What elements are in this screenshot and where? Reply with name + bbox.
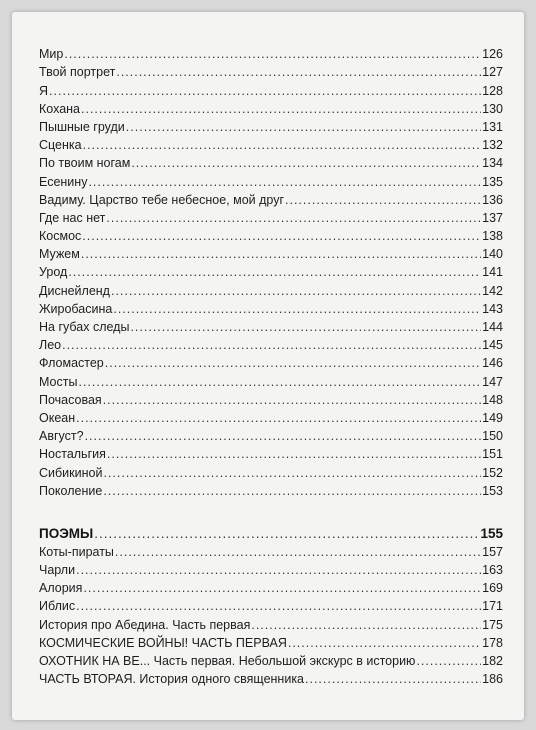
toc-entry xyxy=(39,425,503,443)
dot-leader xyxy=(103,484,481,498)
toc-entry xyxy=(39,668,503,686)
toc-entry xyxy=(39,577,503,595)
toc-entry-title: Пышные груди xyxy=(39,119,125,134)
toc-entry-page: 178 xyxy=(482,635,503,650)
toc-entry xyxy=(39,279,503,297)
dot-leader xyxy=(81,102,481,116)
dot-leader xyxy=(107,447,481,461)
section-page: 155 xyxy=(480,525,503,541)
toc-entry-page: 132 xyxy=(482,138,503,153)
dot-leader xyxy=(81,247,481,261)
toc-entry xyxy=(39,207,503,225)
dot-leader xyxy=(76,599,481,613)
toc-entry-page: 144 xyxy=(482,320,503,334)
dot-leader xyxy=(103,466,481,480)
section-title: ПОЭМЫ xyxy=(39,525,94,541)
toc-entry-title: Август? xyxy=(39,429,84,444)
toc-entry-title: Лео xyxy=(39,338,62,353)
toc-entry xyxy=(39,650,503,668)
dot-leader xyxy=(76,411,481,425)
toc-entry-title: ОХОТНИК НА ВЕ... Часть первая. Небольшой экскурс в историю xyxy=(39,654,416,668)
toc-entry-page: 134 xyxy=(482,156,503,171)
dot-leader xyxy=(111,284,481,298)
table-of-contents xyxy=(39,43,503,686)
dot-leader xyxy=(68,265,481,279)
toc-entry xyxy=(39,134,503,152)
toc-entry xyxy=(39,559,503,577)
toc-entry-page: 135 xyxy=(482,174,503,189)
toc-entry-title: Вадиму. Царство тебе небесное, мой друг xyxy=(39,192,285,207)
toc-entry-title: Жиробасина xyxy=(39,301,113,316)
toc-entry-page: 130 xyxy=(482,101,503,116)
toc-entry-title: Диснейленд xyxy=(39,283,110,298)
dot-leader xyxy=(76,563,481,577)
dot-leader xyxy=(94,526,479,541)
toc-entry xyxy=(39,461,503,479)
toc-entry-title: Чарли xyxy=(39,563,76,578)
toc-entry-page: 146 xyxy=(482,356,503,371)
toc-entry-title: Мосты xyxy=(39,374,78,389)
toc-entry-title: КОСМИЧЕСКИЕ ВОЙНЫ! ЧАСТЬ ПЕРВАЯ xyxy=(39,635,287,650)
toc-entry xyxy=(39,334,503,352)
toc-entry-page: 182 xyxy=(482,654,503,668)
dot-leader xyxy=(83,138,482,152)
toc-entry-page: 138 xyxy=(482,229,503,244)
toc-entry-title: История про Абедина. Часть первая xyxy=(39,617,251,632)
toc-entry-title: Алория xyxy=(39,581,83,596)
dot-leader xyxy=(82,229,481,243)
dot-leader xyxy=(49,84,481,98)
toc-entry xyxy=(39,632,503,650)
toc-entry-title: Есенину xyxy=(39,174,88,189)
toc-entry-page: 163 xyxy=(482,563,503,578)
toc-entry xyxy=(39,152,503,170)
toc-entry xyxy=(39,613,503,631)
toc-entry-title: Коты-пираты xyxy=(39,544,114,559)
dot-leader xyxy=(288,636,481,650)
toc-entry-title: Сибикиной xyxy=(39,465,103,480)
dot-leader xyxy=(106,211,481,225)
dot-leader xyxy=(416,654,481,668)
toc-entry-page: 147 xyxy=(482,374,503,389)
toc-entry-title: На губах следы xyxy=(39,320,130,334)
toc-entry-title: Мир xyxy=(39,47,64,62)
toc-entry xyxy=(39,79,503,97)
toc-entry xyxy=(39,98,503,116)
toc-entry-title: Сценка xyxy=(39,138,82,153)
toc-entry xyxy=(39,352,503,370)
toc-entry xyxy=(39,541,503,559)
toc-entry-title: Мужем xyxy=(39,247,80,262)
toc-entry-page: 127 xyxy=(482,65,503,80)
toc-entry-page: 131 xyxy=(482,119,503,134)
toc-entry xyxy=(39,595,503,613)
toc-entry-title: Поколение xyxy=(39,483,103,498)
dot-leader xyxy=(105,356,481,370)
toc-entry xyxy=(39,243,503,261)
toc-entry-page: 171 xyxy=(482,599,503,614)
dot-leader xyxy=(130,320,481,334)
toc-entry-title: Океан xyxy=(39,410,76,425)
dot-leader xyxy=(85,429,482,443)
toc-entry-page: 137 xyxy=(482,210,503,225)
toc-entry xyxy=(39,298,503,316)
book-page xyxy=(12,12,524,720)
toc-entry xyxy=(39,370,503,388)
toc-entry xyxy=(39,443,503,461)
toc-entry-page: 149 xyxy=(482,410,503,425)
dot-leader xyxy=(126,120,481,134)
toc-entry-page: 148 xyxy=(482,392,503,407)
toc-entry-page: 143 xyxy=(482,301,503,316)
dot-leader xyxy=(83,581,481,595)
toc-entry-title: Иблис xyxy=(39,599,76,614)
toc-entry-page: 150 xyxy=(482,429,503,444)
toc-entry xyxy=(39,43,503,61)
toc-entry-page: 169 xyxy=(482,581,503,596)
toc-entry-page: 140 xyxy=(482,247,503,262)
toc-entry-title: Ностальгия xyxy=(39,447,106,462)
dot-leader xyxy=(131,156,481,170)
dot-leader xyxy=(116,65,481,79)
dot-leader xyxy=(285,193,481,207)
toc-entry-page: 186 xyxy=(482,672,503,687)
toc-entry-page: 142 xyxy=(482,283,503,298)
toc-entry-title: Космос xyxy=(39,229,82,244)
dot-leader xyxy=(103,393,481,407)
toc-entry xyxy=(39,189,503,207)
toc-entry xyxy=(39,261,503,279)
toc-entry xyxy=(39,407,503,425)
dot-leader xyxy=(62,338,481,352)
toc-entry xyxy=(39,389,503,407)
dot-leader xyxy=(88,175,481,189)
dot-leader xyxy=(78,375,481,389)
toc-entry-page: 145 xyxy=(482,338,503,353)
toc-entry-title: Урод xyxy=(39,265,68,280)
toc-entry-title: Почасовая xyxy=(39,392,102,407)
toc-entry-title: Я xyxy=(39,83,49,98)
toc-entry-page: 136 xyxy=(482,192,503,207)
dot-leader xyxy=(251,618,481,632)
toc-entry-page: 141 xyxy=(482,265,503,280)
toc-entry-page: 157 xyxy=(482,544,503,559)
toc-entry xyxy=(39,480,503,498)
toc-entry xyxy=(39,61,503,79)
dot-leader xyxy=(113,302,481,316)
toc-entry xyxy=(39,316,503,334)
toc-entry-title: Фломастер xyxy=(39,356,104,371)
dot-leader xyxy=(64,47,481,61)
toc-entry-page: 152 xyxy=(482,465,503,480)
toc-entry-page: 151 xyxy=(482,447,503,462)
toc-entry-page: 128 xyxy=(482,83,503,98)
toc-entry-title: Где нас нет xyxy=(39,210,106,225)
toc-entry xyxy=(39,225,503,243)
toc-entry-title: По твоим ногам xyxy=(39,156,131,171)
toc-entry xyxy=(39,116,503,134)
toc-entry-page: 153 xyxy=(482,483,503,498)
toc-section-heading xyxy=(39,523,503,541)
dot-leader xyxy=(305,672,481,686)
toc-entry-title: ЧАСТЬ ВТОРАЯ. История одного священника xyxy=(39,672,305,687)
dot-leader xyxy=(115,545,481,559)
toc-entry-page: 126 xyxy=(482,47,503,62)
toc-entry-title: Твой портрет xyxy=(39,65,116,80)
toc-entry xyxy=(39,170,503,188)
toc-entry-title: Кохана xyxy=(39,101,81,116)
toc-entry-page: 175 xyxy=(482,617,503,632)
